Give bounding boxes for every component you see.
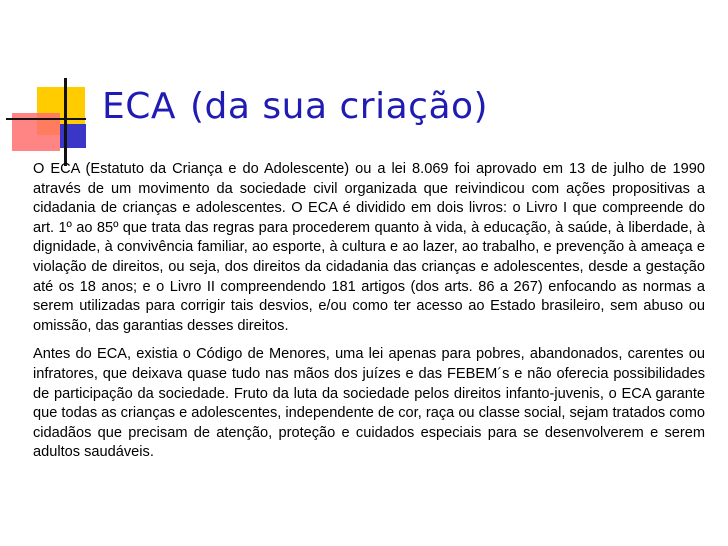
slide-body xyxy=(33,160,705,463)
slide-title xyxy=(102,86,488,127)
title-main: ECA xyxy=(102,86,177,127)
decorative-squares-logo xyxy=(0,0,100,170)
title-subtitle: (da sua criação) xyxy=(190,86,489,127)
logo-vertical-line xyxy=(64,78,67,166)
logo-horizontal-line xyxy=(6,118,86,120)
paragraph-eca-definition: O ECA (Estatuto da Criança e do Adolescente) ou a lei 8.069 foi aprovado em 13 de julho de 1990 através de um movimento da sociedade civil organizada que reivindicou com ações propositivas a cidadania de crianças e adolescentes. O ECA é dividido em dois livros: o Livro I que compreende do art. 1º ao 85º que trata das regras para procederem quanto à vida, à educação, à saúde, à liberdade, à dignidade, à convivência familiar, ao esporte, à cultura e ao lazer, ao trabalho, e prevenção à ameaça e violação de direitos, ou seja, dos direitos da cidadania das crianças e adolescentes, desde a gestação até os 18 anos; e o Livro II compreendendo 181 artigos (dos arts. 86 a 267) enfocando as normas a serem utilizadas para corrigir tais desvios, e/ou como ter acesso ao Estado brasileiro, sem abuso ou omissão, das garantias desses direitos. xyxy=(33,161,705,334)
paragraph-before-eca: Antes do ECA, existia o Código de Menores, uma lei apenas para pobres, abandonados, carentes ou infratores, que deixava quase tudo nas mãos dos juízes e das FEBEM´s e não oferecia possibilidades de participação da sociedade. Fruto da luta da sociedade pelos direitos infanto-juvenis, o ECA garante que todas as crianças e adolescentes, independente de cor, raça ou classe social, sejam tratados como cidadãos que precisam de atenção, proteção e cuidados especiais para se desenvolverem e serem adultos saudáveis. xyxy=(33,346,705,461)
